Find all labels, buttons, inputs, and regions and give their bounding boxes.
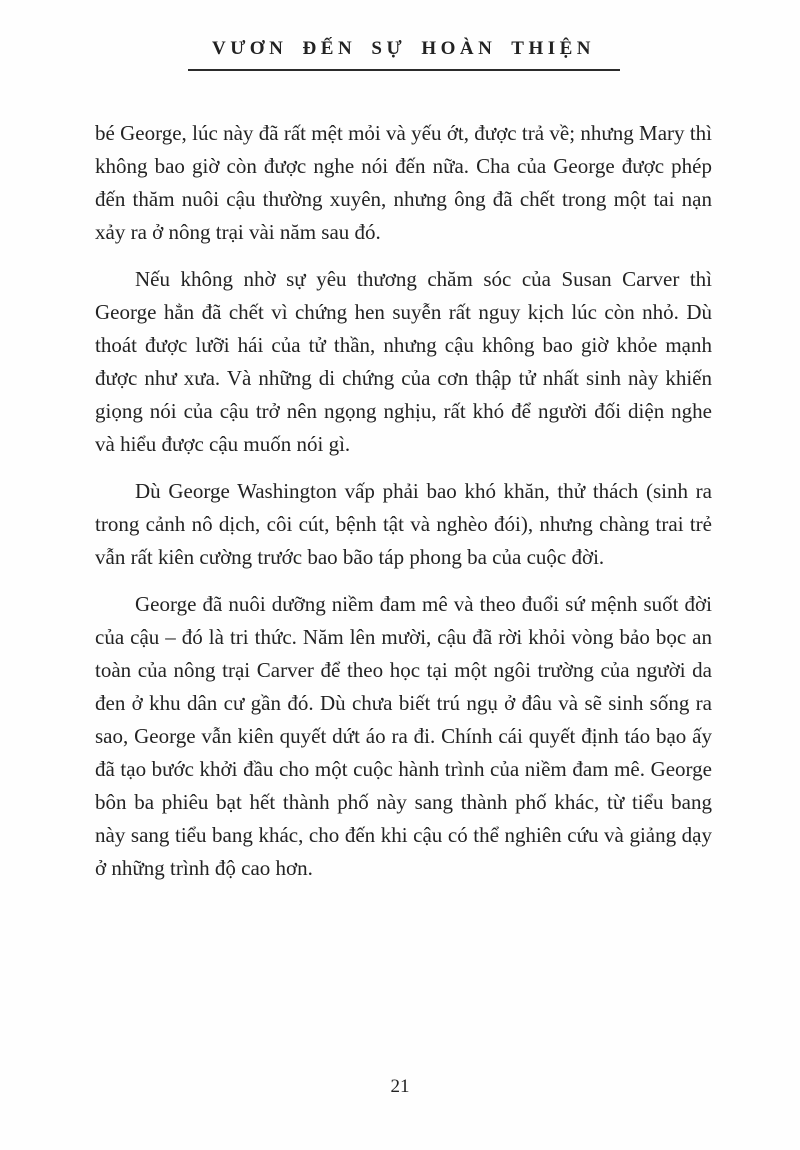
running-title: VƯƠN ĐẾN SỰ HOÀN THIỆN — [211, 38, 596, 59]
page-body — [95, 117, 712, 885]
paragraph: Nếu không nhờ sự yêu thương chăm sóc của Susan Carver thì George hẳn đã chết vì chứng hen suyễn rất nguy kịch lúc còn nhỏ. Dù thoát được lưỡi hái của tử thần, nhưng cậu không bao giờ khỏe mạnh được như xưa. Và những di chứng của cơn thập tử nhất sinh này khiến giọng nói của cậu trở nên ngọng nghịu, rất khó để người đối diện nghe và hiểu được cậu muốn nói gì. — [95, 267, 712, 456]
paragraph: bé George, lúc này đã rất mệt mỏi và yếu ớt, được trả về; nhưng Mary thì không bao giờ còn được nghe nói đến nữa. Cha của George được phép đến thăm nuôi cậu thường xuyên, nhưng ông đã chết trong một tai nạn xảy ra ở nông trại vài năm sau đó. — [95, 121, 712, 244]
page-footer — [0, 1076, 800, 1098]
header-rule — [188, 69, 620, 71]
page-number: 21 — [390, 1076, 410, 1097]
paragraph: George đã nuôi dưỡng niềm đam mê và theo đuổi sứ mệnh suốt đời của cậu – đó là tri thức. Năm lên mười, cậu đã rời khỏi vòng bảo bọc an toàn của nông trại Carver để theo học tại một ngôi trường của người da đen ở khu dân cư gần đó. Dù chưa biết trú ngụ ở đâu và sẽ sinh sống ra sao, George vẫn kiên quyết dứt áo ra đi. Chính cái quyết định táo bạo ấy đã tạo bước khởi đầu cho một cuộc hành trình của niềm đam mê. George bôn ba phiêu bạt hết thành phố này sang thành phố khác, từ tiểu bang này sang tiểu bang khác, cho đến khi cậu có thể nghiên cứu và giảng dạy ở những trình độ cao hơn. — [95, 592, 712, 880]
page-header — [95, 38, 712, 71]
paragraph: Dù George Washington vấp phải bao khó khăn, thử thách (sinh ra trong cảnh nô dịch, côi cút, bệnh tật và nghèo đói), nhưng chàng trai trẻ vẫn rất kiên cường trước bao bão táp phong ba của cuộc đời. — [95, 479, 712, 569]
